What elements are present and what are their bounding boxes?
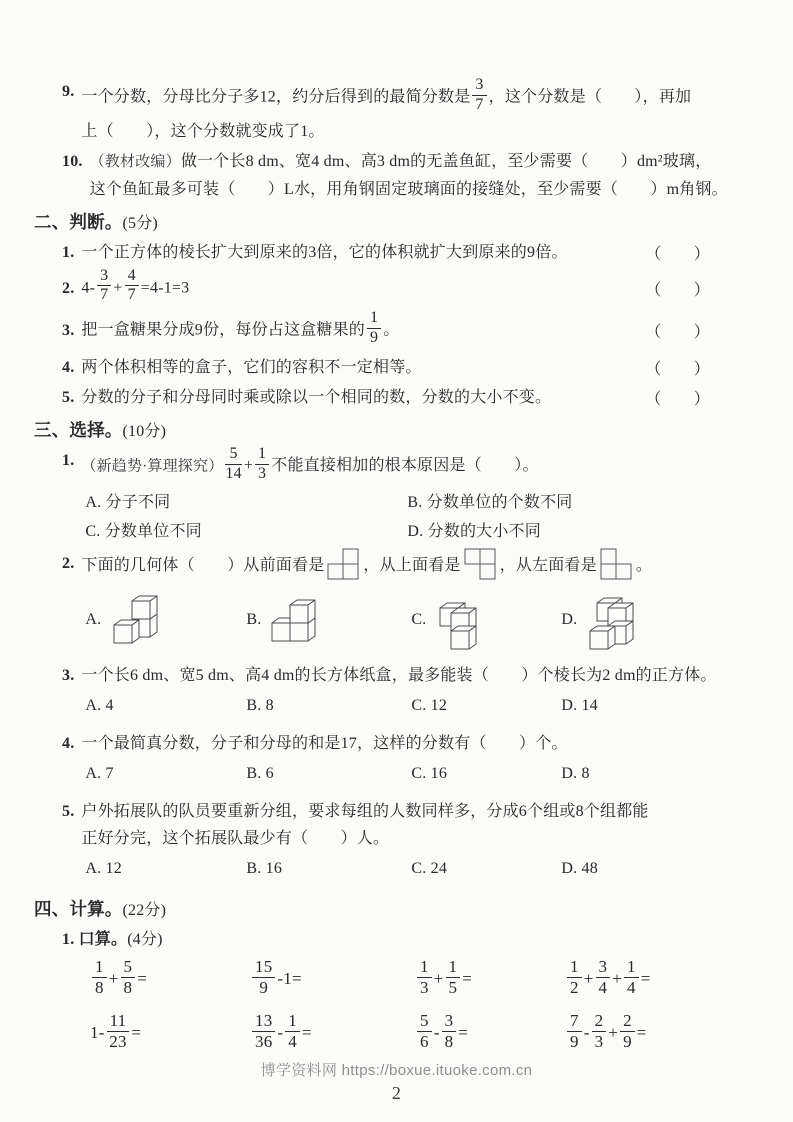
option-letter: C. [411, 611, 427, 629]
question-number: 2. [62, 279, 75, 297]
oral-expression-4 [565, 959, 755, 1001]
option-d: D. 8 [561, 765, 590, 783]
choice-question-1 [62, 444, 755, 548]
expression-text: 分数的分子和分母同时乘或除以一个相同的数，分数的大小不变。 [81, 388, 552, 406]
oral-expression-5 [90, 1013, 250, 1055]
choice-section [34, 417, 755, 891]
oral-expression-6 [250, 1013, 415, 1055]
fraction: $\frac{3}{4}$ [596, 958, 611, 997]
judge-statement [81, 354, 637, 381]
figure-option-row [81, 587, 755, 653]
judge-statement [81, 266, 637, 309]
solid-figure-d [582, 587, 640, 653]
question-body [81, 444, 755, 548]
option-b: B. 分数单位的个数不同 [407, 494, 573, 512]
fraction: $\frac{1}{8}$ [92, 958, 107, 997]
fraction: $\frac{5}{14}$ [225, 444, 242, 482]
solid-figure-a [106, 587, 164, 653]
figure-option-b [246, 587, 411, 653]
oral-calc-score: (4分) [127, 931, 163, 949]
option-c: C. 24 [411, 860, 448, 878]
question-text: 正好分完，这个拓展队最少有（ ）人。 [81, 830, 390, 848]
fraction: $\frac{1}{2}$ [567, 958, 582, 997]
expression-text: - [433, 1022, 440, 1042]
expression-text: = [301, 1022, 312, 1042]
question-body [90, 148, 755, 203]
solid-figure-c [431, 587, 489, 653]
question-text [81, 78, 755, 118]
question-text: ，从上面看是 [363, 557, 461, 575]
oral-expression-7 [415, 1013, 565, 1055]
front-view-shape [327, 548, 360, 581]
expression-text: 不能直接相加的根本原因是（ ）。 [271, 457, 539, 475]
expression-text: 两个体积相等的盒子，它们的容积不一定相等。 [81, 358, 422, 376]
choice-question-5 [62, 798, 755, 890]
left-view-shape [600, 548, 633, 581]
question-body [81, 662, 755, 727]
expression-text: + [113, 279, 123, 297]
fraction: $\frac{3}{8}$ [442, 1012, 457, 1051]
page-footer [0, 1059, 793, 1104]
option-row [81, 855, 755, 882]
question-body [81, 798, 755, 890]
fraction: $\frac{2}{9}$ [620, 1012, 635, 1051]
question-text: 这个鱼缸最多可装（ ）L水，用角钢固定玻璃面的接缝处，至少需要（ ）m角钢。 [89, 180, 728, 198]
option-a: A. 12 [85, 860, 122, 878]
expression-text: - [583, 1022, 590, 1042]
expression-text: 把一盒糖果分成9份，每份占这盒糖果的 [81, 321, 366, 339]
judge-statement [81, 384, 637, 411]
question-text: 一个最简真分数，分子和分母的和是17，这样的分数有（ ）个。 [81, 735, 568, 753]
expression-text: 一个正方体的棱长扩大到原来的3倍，它的体积就扩大到原来的9倍。 [81, 243, 568, 261]
option-row [81, 489, 755, 545]
oral-calc-label [62, 926, 755, 953]
calc-section [34, 896, 755, 1054]
option-c: C. 12 [411, 697, 448, 715]
question-text: 下面的几何体（ ）从前面看是 [81, 557, 325, 575]
fraction: $\frac{11}{23}$ [107, 1012, 130, 1051]
expression-text: - [277, 1022, 284, 1042]
oral-calc-title: 1. 口算。 [62, 931, 128, 949]
judge-section [34, 209, 755, 411]
question-body [81, 550, 755, 659]
section-score: (10分) [122, 422, 167, 440]
choice-question-2 [62, 550, 755, 659]
question-text: 户外拓展队的队员要重新分组，要求每组的人数同样多，分成6个组或8个组都能 [81, 803, 649, 821]
watermark-site-text: 博学资料网 https://boxue.ituoke.com.cn [260, 1062, 533, 1079]
question-text: 上（ ），这个分数就变成了1。 [81, 122, 325, 140]
expression-text: = [640, 969, 651, 989]
fraction: $\frac{1}{3}$ [255, 446, 269, 483]
fraction: $\frac{4}{7}$ [125, 268, 139, 305]
expression-text: + [612, 969, 622, 989]
question-text: 做一个长8 dm、宽4 dm、高3 dm的无盖鱼缸，至少需要（ ）dm²玻璃， [180, 152, 712, 170]
judge-item-3 [62, 311, 755, 351]
oral-expression-3 [415, 959, 565, 1001]
figure-option-a [85, 587, 246, 653]
expression-text: 。 [383, 321, 400, 339]
option-row [81, 760, 755, 787]
question-text [81, 444, 755, 487]
expression-text: + [243, 457, 254, 475]
option-a: A. 7 [85, 765, 114, 783]
question-number: 5. [62, 803, 75, 821]
section-title-text: 二、判断。 [34, 211, 123, 232]
question-body [81, 730, 755, 795]
question-text [90, 148, 755, 176]
expression-text: 4- [81, 279, 96, 297]
question-10 [62, 148, 755, 203]
question-tag: （教材改编） [89, 153, 181, 170]
question-text: 一个长6 dm、宽5 dm、高4 dm的长方体纸盒，最多能装（ ）个棱长为2 dm的正方体。 [81, 667, 717, 685]
page-number: 2 [391, 1083, 402, 1103]
fraction: $\frac{15}{9}$ [252, 958, 275, 997]
question-body [81, 78, 755, 145]
fraction: $\frac{2}{3}$ [592, 1012, 607, 1051]
fraction: $\frac{3}{7}$ [97, 268, 111, 305]
option-letter: B. [246, 611, 262, 629]
option-a: A. 分子不同 [85, 494, 171, 512]
judge-item-4 [62, 354, 755, 381]
question-number: 3. [62, 322, 75, 340]
fraction: $\frac{7}{9}$ [567, 1012, 582, 1051]
expression-text: + [433, 969, 444, 989]
question-expression [223, 444, 539, 482]
question-text: 。 [635, 557, 653, 575]
oral-expression-8 [565, 1013, 755, 1055]
answer-blank-mark: （ ） [645, 324, 710, 342]
answer-blank-mark: （ ） [645, 390, 710, 408]
answer-blank-mark: （ ） [645, 281, 710, 299]
question-9 [62, 78, 755, 145]
section-title-text: 四、计算。 [34, 899, 123, 920]
option-d: D. 14 [561, 697, 598, 715]
choice-question-4 [62, 730, 755, 795]
section-title-text: 三、选择。 [34, 419, 123, 440]
section-title [34, 417, 755, 442]
fraction: $\frac{1}{4}$ [624, 958, 639, 997]
fill-in-section [34, 78, 755, 203]
judge-item-1 [62, 239, 755, 266]
option-letter: A. [85, 611, 102, 629]
option-b: B. 6 [246, 765, 274, 783]
answer-blank-mark: （ ） [645, 360, 710, 378]
top-view-shape [464, 548, 497, 581]
question-number: 3. [62, 667, 75, 685]
question-text: ，从左面看是 [499, 557, 597, 575]
fraction: $\frac{5}{6}$ [417, 1012, 432, 1051]
option-c: C. 分数单位不同 [85, 523, 202, 541]
question-number: 1. [62, 451, 75, 469]
fraction: $\frac{1}{9}$ [367, 310, 381, 347]
option-c: C. 16 [411, 765, 448, 783]
oral-calc-grid [90, 959, 755, 1054]
expression-text: = [458, 1022, 469, 1042]
fraction: $\frac{5}{8}$ [121, 958, 136, 997]
option-row [81, 692, 755, 719]
fraction: $\frac{1}{4}$ [285, 1012, 300, 1051]
solid-figure-b [266, 587, 324, 653]
choice-question-3 [62, 662, 755, 727]
answer-blank-mark: （ ） [645, 245, 710, 263]
question-number: 1. [62, 243, 75, 261]
fraction: $\frac{1}{5}$ [446, 958, 461, 997]
expression-text: ，这个分数是（ ），再加 [488, 88, 692, 106]
judge-statement [81, 239, 637, 266]
judge-item-5 [62, 384, 755, 411]
expression-text: + [608, 1022, 619, 1042]
judge-item-2 [62, 266, 755, 309]
question-number: 4. [62, 735, 75, 753]
expression-text: -1= [277, 969, 302, 989]
expression-text: 1- [90, 1022, 105, 1042]
question-tag: （新趋势·算理探究） [81, 458, 224, 475]
expression-text: + [583, 969, 594, 989]
oral-expression-2 [250, 959, 415, 1001]
fraction: $\frac{1}{3}$ [417, 958, 432, 997]
option-d: D. 分数的大小不同 [407, 523, 541, 541]
figure-option-d [561, 587, 755, 653]
judge-statement [81, 311, 637, 351]
expression-text: = [137, 969, 147, 989]
option-letter: D. [561, 611, 578, 629]
expression-text: = [636, 1022, 647, 1042]
section-score: (22分) [122, 902, 167, 920]
question-text [81, 550, 755, 583]
option-a: A. 4 [85, 697, 114, 715]
fraction: $\frac{3}{7}$ [472, 77, 486, 114]
question-number: 4. [62, 358, 75, 376]
expression-text: =4-1=3 [140, 279, 190, 297]
expression-text: = [462, 969, 472, 989]
question-number: 10. [62, 152, 83, 170]
option-b: B. 8 [246, 697, 274, 715]
option-b: B. 16 [246, 860, 283, 878]
question-number: 5. [62, 388, 75, 406]
question-number: 9. [62, 83, 75, 100]
oral-expression-1 [90, 959, 250, 1001]
section-score: (5分) [122, 214, 158, 232]
section-title [34, 209, 755, 234]
option-d: D. 48 [561, 860, 598, 878]
expression-text: + [108, 969, 119, 989]
expression-text: 一个分数，分母比分子多12，约分后得到的最简分数是 [81, 88, 471, 106]
expression-text: = [131, 1022, 142, 1042]
section-title [34, 896, 755, 921]
question-number: 2. [62, 555, 75, 573]
figure-option-c [411, 587, 561, 653]
fraction: $\frac{13}{36}$ [252, 1012, 275, 1051]
